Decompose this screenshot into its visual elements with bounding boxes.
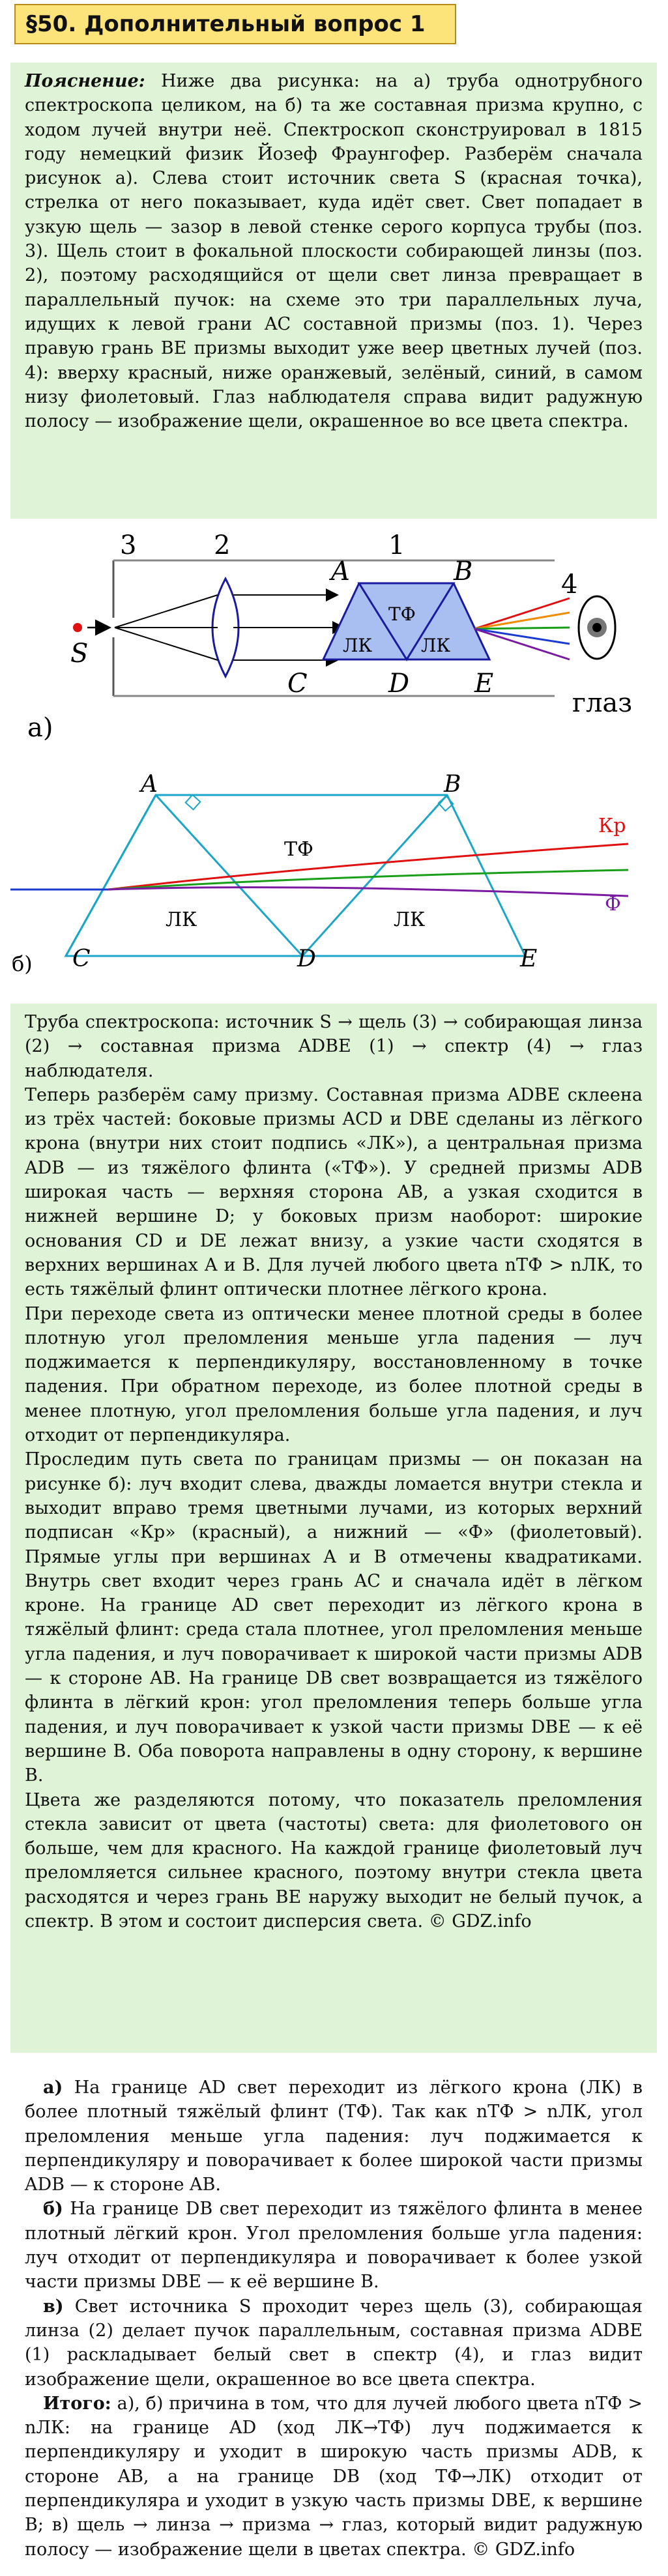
figure-b-diagram	[10, 766, 657, 981]
label-E: E	[474, 669, 494, 699]
label-3: 3	[120, 530, 137, 560]
figure-a-diagram	[10, 521, 657, 746]
label-lk-left: ЛК	[343, 635, 373, 656]
answer-c-label: в)	[43, 2296, 64, 2317]
b-label-C: C	[72, 946, 91, 972]
label-D: D	[388, 669, 410, 699]
caption-b: б)	[12, 951, 33, 976]
figure-a	[10, 521, 657, 746]
explanation-block	[10, 63, 657, 519]
caption-a: а)	[27, 713, 53, 743]
b-label-lk-left: ЛК	[166, 908, 197, 931]
total-label: Итого:	[43, 2393, 111, 2414]
answer-c-text: Свет источника S проходит через щель (3), собирающая линза (2) делает пучок параллельным, составная призма ADBE (1) раскладывает белый свет в спектр (4), и глаз видит изображение щели, окрашенное во все цвета спектра.	[25, 2296, 643, 2390]
paragraph-tube: Труба спектроскопа: источник S → щель (3) → собирающая линза (2) → составная призма ADBE (1) → спектр (4) → глаз наблюдателя.	[25, 1012, 643, 1081]
b-label-A: A	[141, 771, 158, 798]
label-tf: ТФ	[388, 603, 416, 625]
label-B: B	[454, 557, 473, 586]
b-label-lk-right: ЛК	[394, 908, 426, 931]
paragraph-refraction: При переходе света из оптически менее плотной среды в более плотную угол преломления меньше угла падения — луч поджимается к перпендикуляру, восстановленному в точке падения. При обратном переходе, из более плотной среды в менее плотную, угол преломления больше угла падения, и луч отходит от перпендикуляра.	[25, 1303, 643, 1446]
paragraph-prism: Теперь разберём саму призму. Составная призма ADBE склеена из трёх частей: боковые призмы ACD и DBE сделаны из лёгкого крона (внутри них стоит подпись «ЛК»), а центральная призма ADB — из тяжёлого флинта («ТФ»). У средней призмы ADB широкая часть — верхняя сторона AB, а узкая сходится в нижней вершине D; у боковых призм наоборот: широкие основания CD и DE лежат внизу, а узкие части сходятся в верхних вершинах A и B. Для лучей любого цвета nТФ > nЛК, то есть тяжёлый флинт оптически плотнее лёгкого крона.	[25, 1084, 643, 1300]
label-4: 4	[561, 570, 578, 600]
b-label-kr: Кр	[598, 815, 626, 837]
label-eye: глаз	[572, 688, 633, 718]
label-C: C	[287, 669, 308, 699]
section-title: §50. Дополнительный вопрос 1	[14, 4, 456, 44]
figure-b	[10, 766, 657, 981]
b-label-tf: ТФ	[284, 838, 313, 861]
b-label-D: D	[297, 946, 316, 972]
answer-a-text: На границе AD свет переходит из лёгкого крона (ЛК) в более плотный тяжёлый флинт (ТФ). Так как nТФ > nЛК, угол преломления меньше угла падения: луч поджимается к перпендикуляру и поворачивает к более широкой части призмы ADB — к стороне AB.	[25, 2077, 643, 2195]
answer-a-label: а)	[43, 2077, 63, 2098]
answers-block	[10, 2069, 657, 2571]
eye-pupil	[592, 623, 602, 632]
explanation-text: Ниже два рисунка: на а) труба однотрубного спектроскопа целиком, на б) та же составная призма крупно, с ходом лучей внутри неё. Спектроскоп сконструировал в 1815 году немецкий физик Йозеф Фраунгофер. Разберём сначала рисунок а). Слева стоит источник света S (красная точка), стрелка от него показывает, куда идёт свет. Свет попадает в узкую щель — зазор в левой стенке серого корпуса трубы (поз. 3). Щель стоит в фокальной плоскости собирающей линзы (поз. 2), поэтому расходящийся от щели свет линза превращает в параллельный пучок: на схеме это три параллельных луча, идущих к левой грани AC составной призмы (поз. 1). Через правую грань BE призмы выходит уже веер цветных лучей (поз. 4): вверху красный, ниже оранжевый, зелёный, синий, в самом низу фиолетовый. Глаз наблюдателя справа видит радужную полосу — изображение щели, окрашенное во все цвета спектра.	[25, 71, 643, 432]
paragraph-path: Проследим путь света по границам призмы — он показан на рисунке б): луч входит слева, дважды ломается внутри стекла и выходит вправо тремя цветными лучами, из которых верхний подписан «Кр» (красный), а нижний — «Ф» (фиолетовый). Прямые углы при вершинах A и B отмечены квадратиками. Внутрь свет входит через грань AC и сначала идёт в лёгком кроне. На границе AD свет переходит из лёгкого крона в тяжёлый флинт: среда стала плотнее, угол преломления меньше угла падения, и луч поворачивает к широкой части призмы ADB — к стороне AB. На границе DB свет возвращается из тяжёлого флинта в лёгкий крон: угол преломления теперь больше угла падения, и луч поворачивает к узкой части призмы DBE — к её вершине B. Оба поворота направлены в одну сторону, к вершине B.	[25, 1449, 643, 1786]
b-label-B: B	[444, 771, 461, 798]
label-S: S	[70, 639, 89, 669]
source-dot	[73, 623, 82, 632]
paragraph-dispersion: Цвета же разделяются потому, что показатель преломления стекла зависит от цвета (частоты) света: для фиолетового он больше, чем для красного. На каждой границе фиолетовый луч преломляется сильнее красного, поэтому внутри стекла цвета расходятся и через грань BE наружу выходит не белый пучок, а спектр. В этом и состоит дисперсия света. © GDZ.info	[25, 1789, 643, 1932]
continuation-block	[10, 1004, 657, 2053]
label-2: 2	[214, 530, 231, 560]
label-A: A	[331, 557, 350, 586]
b-label-E: E	[520, 946, 538, 972]
prism-b-outline	[66, 795, 525, 956]
label-1: 1	[388, 530, 405, 560]
explanation-label: Пояснение:	[25, 71, 145, 91]
answer-b-text: На границе DB свет переходит из тяжёлого флинта в менее плотный лёгкий крон. Угол преломления больше угла падения: луч отходит от перпендикуляра и поворачивает к более узкой части призмы DBE — к её вершине B.	[25, 2199, 643, 2293]
total-text: а), б) причина в том, что для лучей любого цвета nТФ > nЛК: на границе AD (ход ЛК→ТФ) луч поджимается к перпендикуляру и уходит в широкую часть призмы ADB, к стороне AB, а на границе DB (ход ТФ→ЛК) отходит от перпендикуляра и уходит в узкую часть призмы DBE, к вершине B; в) щель → линза → призма → глаз, который видит радужную полосу — изображение щели в цветах спектра. © GDZ.info	[25, 2393, 643, 2560]
b-label-f: Ф	[605, 893, 621, 916]
answer-b-label: б)	[43, 2199, 63, 2220]
label-lk-right: ЛК	[421, 635, 451, 656]
